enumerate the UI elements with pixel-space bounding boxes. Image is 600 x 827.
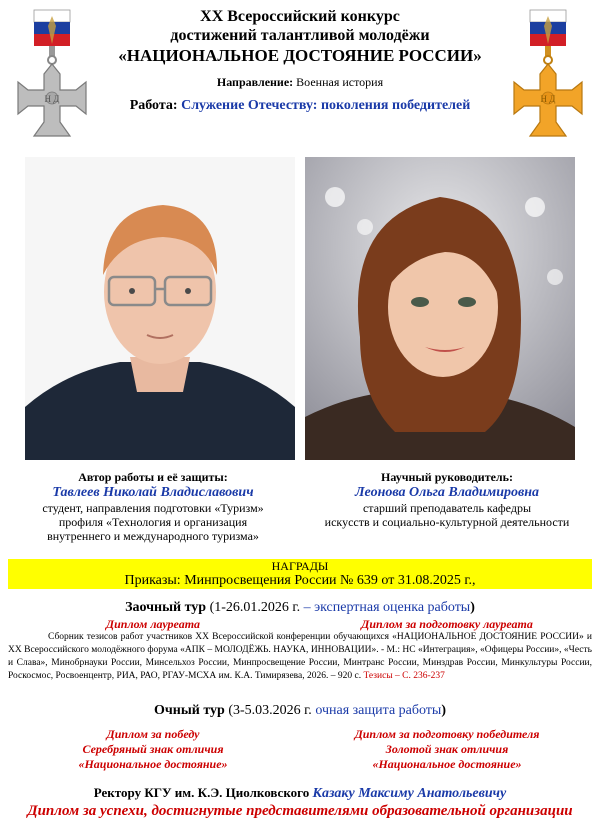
ochny-title: Очный тур xyxy=(153,703,225,718)
rector-line xyxy=(8,785,592,802)
direction-line xyxy=(80,75,520,90)
zaochny-title: Заочный тур xyxy=(125,600,207,615)
advisor-block xyxy=(302,470,592,529)
zaochny-close: ) xyxy=(470,600,475,615)
gold-medal-letters: Н Д xyxy=(540,94,556,104)
ochny-right-awards xyxy=(302,727,592,772)
author-photo xyxy=(25,157,295,460)
work-label: Работа: xyxy=(129,98,178,113)
ochny-right-line3: «Национальное достояние» xyxy=(372,757,522,771)
author-position-line2: профиля «Технология и организация xyxy=(58,515,248,529)
awards-orders: Приказы: Минпросвещения России № 639 от 31.08.2025 г., xyxy=(124,573,476,588)
ochny-close: ) xyxy=(441,703,447,718)
zaochny-left-diploma: Диплом лауреата xyxy=(105,617,201,631)
zaochny-heading xyxy=(8,600,592,616)
author-position-line3: внутреннего и международного туризма» xyxy=(47,529,259,543)
advisor-heading: Научный руководитель: xyxy=(381,470,513,484)
awards-title: НАГРАДЫ xyxy=(271,559,329,573)
contest-title-line2: достижений талантливой молодёжи xyxy=(170,27,430,44)
author-name: Тавлеев Николай Владиславович xyxy=(52,485,254,500)
advisor-name: Леонова Ольга Владимировна xyxy=(354,485,540,500)
zaochny-publication-text: Сборник тезисов работ участников XX Всероссийской конференции обучающихся «НАЦИОНАЛЬНОЕ ДОСТОЯНИЕ РОССИИ» и XX Всероссийского молодёжного форума «АПК – МОЛОДЁЖЬ. НАУКА, ИННОВАЦИИ». - М.: НС «Интеграция», «Офицеры России», «Честь и Слава», Минобрнауки России, Минсельхоз России, Минпросвещение России, Минтранс России, Минздрав России, Минкультуры России, Роскосмос, Росвоенцентр, РИА, РАО, РГАУ-МСХА им. К.А. Тимирязева, 2026. – 920 с. xyxy=(8,632,592,681)
footer-diploma: Диплом за успехи, достигнутые представителями образовательной организации xyxy=(27,803,573,819)
contest-title-line1: XX Всероссийский конкурс xyxy=(200,8,400,25)
awards-banner xyxy=(8,559,592,589)
gold-medal-icon xyxy=(508,6,588,146)
zaochny-right-diploma: Диплом за подготовку лауреата xyxy=(361,617,533,631)
author-heading: Автор работы и её защиты: xyxy=(78,470,228,484)
direction-label: Направление: xyxy=(216,75,294,89)
ochny-dates: (3-5.03.2026 г. xyxy=(228,703,312,718)
work-title: Служение Отечеству: поколения победителей xyxy=(181,98,471,113)
zaochny-publication xyxy=(8,631,592,683)
ochny-desc: очная защита работы xyxy=(315,703,442,718)
ochny-left-line1: Диплом за победу xyxy=(106,727,200,741)
ochny-left-line2: Серебряный знак отличия xyxy=(82,742,224,756)
direction-value: Военная история xyxy=(296,75,384,89)
silver-medal-letters: Н Д xyxy=(44,94,60,104)
advisor-position-line2: искусств и социально-культурной деятельности xyxy=(324,515,570,529)
rector-prefix: Ректору КГУ им. К.Э. Циолковского xyxy=(93,785,310,800)
contest-title-line3: «НАЦИОНАЛЬНОЕ ДОСТОЯНИЕ РОССИИ» xyxy=(118,46,482,65)
rector-name: Казаку Максиму Анатольевичу xyxy=(312,786,507,801)
work-line xyxy=(80,98,520,114)
zaochny-pages: Тезисы – С. 236-237 xyxy=(363,671,445,681)
ochny-right-line1: Диплом за подготовку победителя xyxy=(354,727,540,741)
author-position-line1: студент, направления подготовки «Туризм» xyxy=(42,501,264,515)
advisor-position-line1: старший преподаватель кафедры xyxy=(362,501,532,515)
ochny-right-line2: Золотой знак отличия xyxy=(385,742,509,756)
author-block xyxy=(8,470,298,543)
zaochny-dates: (1-26.01.2026 г. xyxy=(209,600,301,615)
advisor-photo xyxy=(305,157,575,460)
ochny-left-line3: «Национальное достояние» xyxy=(78,757,228,771)
ochny-left-awards xyxy=(8,727,298,772)
ochny-heading xyxy=(8,703,592,719)
zaochny-desc: – экспертная оценка работы xyxy=(303,600,471,615)
